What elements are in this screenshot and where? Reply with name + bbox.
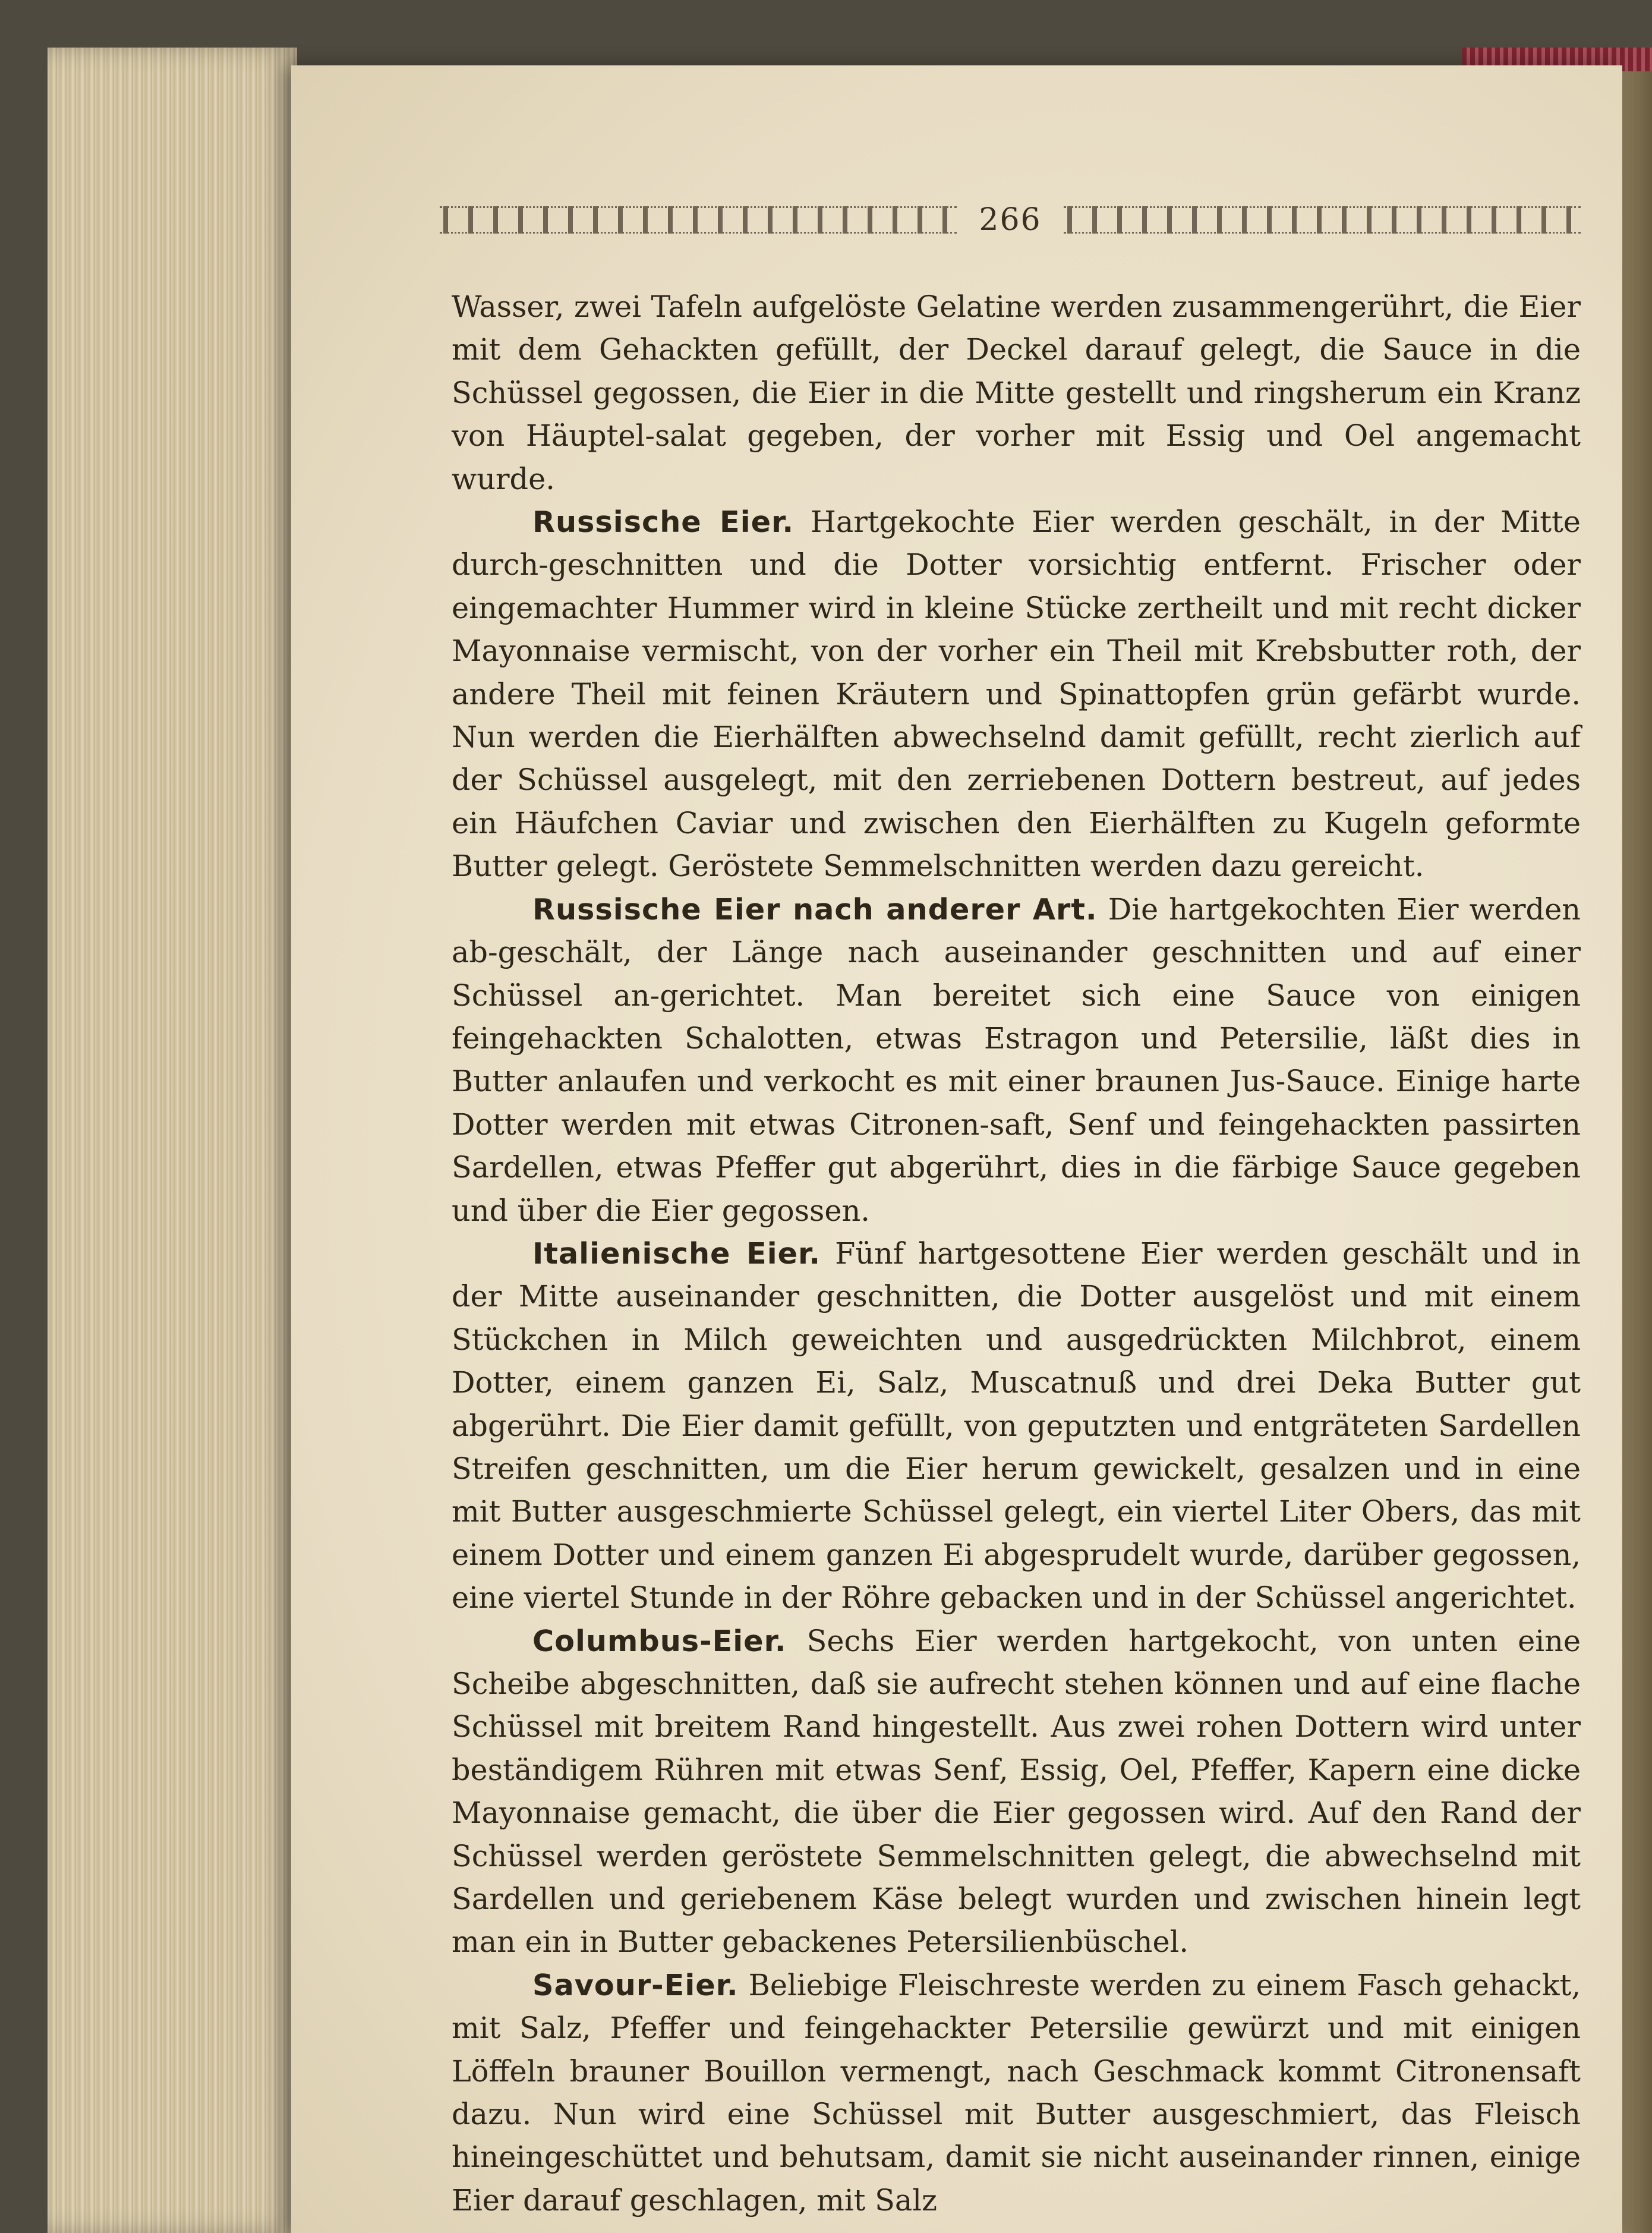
paragraph-text: Beliebige Fleischreste werden zu einem Fasch gehackt, mit Salz, Pfeffer und feingehackter Petersilie gewürzt und mit einigen Löffeln brauner Bouillon vermengt, nach Geschmack kommt Citronensaft dazu. Nun wird eine Schüssel mit Butter ausgeschmiert, das Fleisch hineingeschüttet und behutsam, damit sie nicht auseinander rinnen, einige Eier darauf geschlagen, mit Salz [452, 1967, 1581, 2218]
recipe-savour-eier [452, 1964, 1581, 2222]
page-number: 266 [979, 202, 1042, 238]
page-stack-edge [48, 48, 297, 2233]
recipe-heading: Columbus-Eier. [532, 1623, 787, 1658]
paragraph-continuation [452, 285, 1581, 500]
recipe-russische-eier-andere-art [452, 888, 1581, 1232]
page-header [440, 196, 1581, 244]
recipe-text-column [452, 285, 1581, 2222]
recipe-heading: Savour-Eier. [532, 1967, 739, 2002]
left-ornament-border [440, 206, 957, 234]
recipe-heading: Russische Eier. [532, 505, 795, 540]
right-ornament-border [1064, 206, 1581, 234]
paragraph-text: Hartgekochte Eier werden geschält, in der Mitte durch-geschnitten und die Dotter vorsichtig entfernt. Frischer oder eingemachter Hummer wird in kleine Stücke zertheilt und mit recht dicker Mayonnaise vermischt, von der vorher ein Theil mit Krebsbutter roth, der andere Theil mit feinen Kräutern und Spinattopfen grün gefärbt wurde. Nun werden die Eierhälften abwechselnd damit gefüllt, recht zierlich auf der Schüssel ausgelegt, mit den zerriebenen Dottern bestreut, auf jedes ein Häufchen Caviar und zwischen den Eierhälften zu Kugeln geformte Butter gelegt. Geröstete Semmelschnitten werden dazu gereicht. [452, 505, 1581, 884]
recipe-italienische-eier [452, 1232, 1581, 1620]
recipe-russische-eier [452, 500, 1581, 888]
recipe-columbus-eier [452, 1620, 1581, 1964]
recipe-heading: Russische Eier nach anderer Art. [532, 892, 1098, 927]
right-page-edge [1622, 48, 1652, 2233]
paragraph-text: Wasser, zwei Tafeln aufgelöste Gelatine werden zusammengerührt, die Eier mit dem Gehackten gefüllt, der Deckel darauf gelegt, die Sauce in die Schüssel gegossen, die Eier in die Mitte gestellt und ringsherum ein Kranz von Häuptel-salat gegeben, der vorher mit Essig und Oel angemacht wurde. [452, 289, 1581, 496]
paragraph-text: Sechs Eier werden hartgekocht, von unten eine Scheibe abgeschnitten, daß sie aufrecht stehen können und auf eine flache Schüssel mit breitem Rand hingestellt. Aus zwei rohen Dottern wird unter beständigem Rühren mit etwas Senf, Essig, Oel, Pfeffer, Kapern eine dicke Mayonnaise gemacht, die über die Eier gegossen wird. Auf den Rand der Schüssel werden geröstete Semmelschnitten gelegt, die abwechselnd mit Sardellen und geriebenem Käse belegt wurden und zwischen hinein legt man ein in Butter gebackenes Petersilienbüschel. [452, 1623, 1581, 1960]
recipe-heading: Italienische Eier. [532, 1236, 821, 1271]
paragraph-text: Die hartgekochten Eier werden ab-geschält, der Länge nach auseinander geschnitten und auf einer Schüssel an-gerichtet. Man bereitet sich eine Sauce von einigen feingehackten Schalotten, etwas Estragon und Petersilie, läßt dies in Butter anlaufen und verkocht es mit einer braunen Jus-Sauce. Einige harte Dotter werden mit etwas Citronen-saft, Senf und feingehackten passirten Sardellen, etwas Pfeffer gut abgerührt, dies in die färbige Sauce gegeben und über die Eier gegossen. [452, 892, 1581, 1228]
paragraph-text: Fünf hartgesottene Eier werden geschält und in der Mitte auseinander geschnitten, die Dotter ausgelöst und mit einem Stückchen in Milch geweichten und ausgedrückten Milchbrot, einem Dotter, einem ganzen Ei, Salz, Muscatnuß und drei Deka Butter gut abgerührt. Die Eier damit gefüllt, von geputzten und entgräteten Sardellen Streifen geschnitten, um die Eier herum gewickelt, gesalzen und in eine mit Butter ausgeschmierte Schüssel gelegt, ein viertel Liter Obers, das mit einem Dotter und einem ganzen Ei abgesprudelt wurde, darüber gegossen, eine viertel Stunde in der Röhre gebacken und in der Schüssel angerichtet. [452, 1236, 1581, 1615]
